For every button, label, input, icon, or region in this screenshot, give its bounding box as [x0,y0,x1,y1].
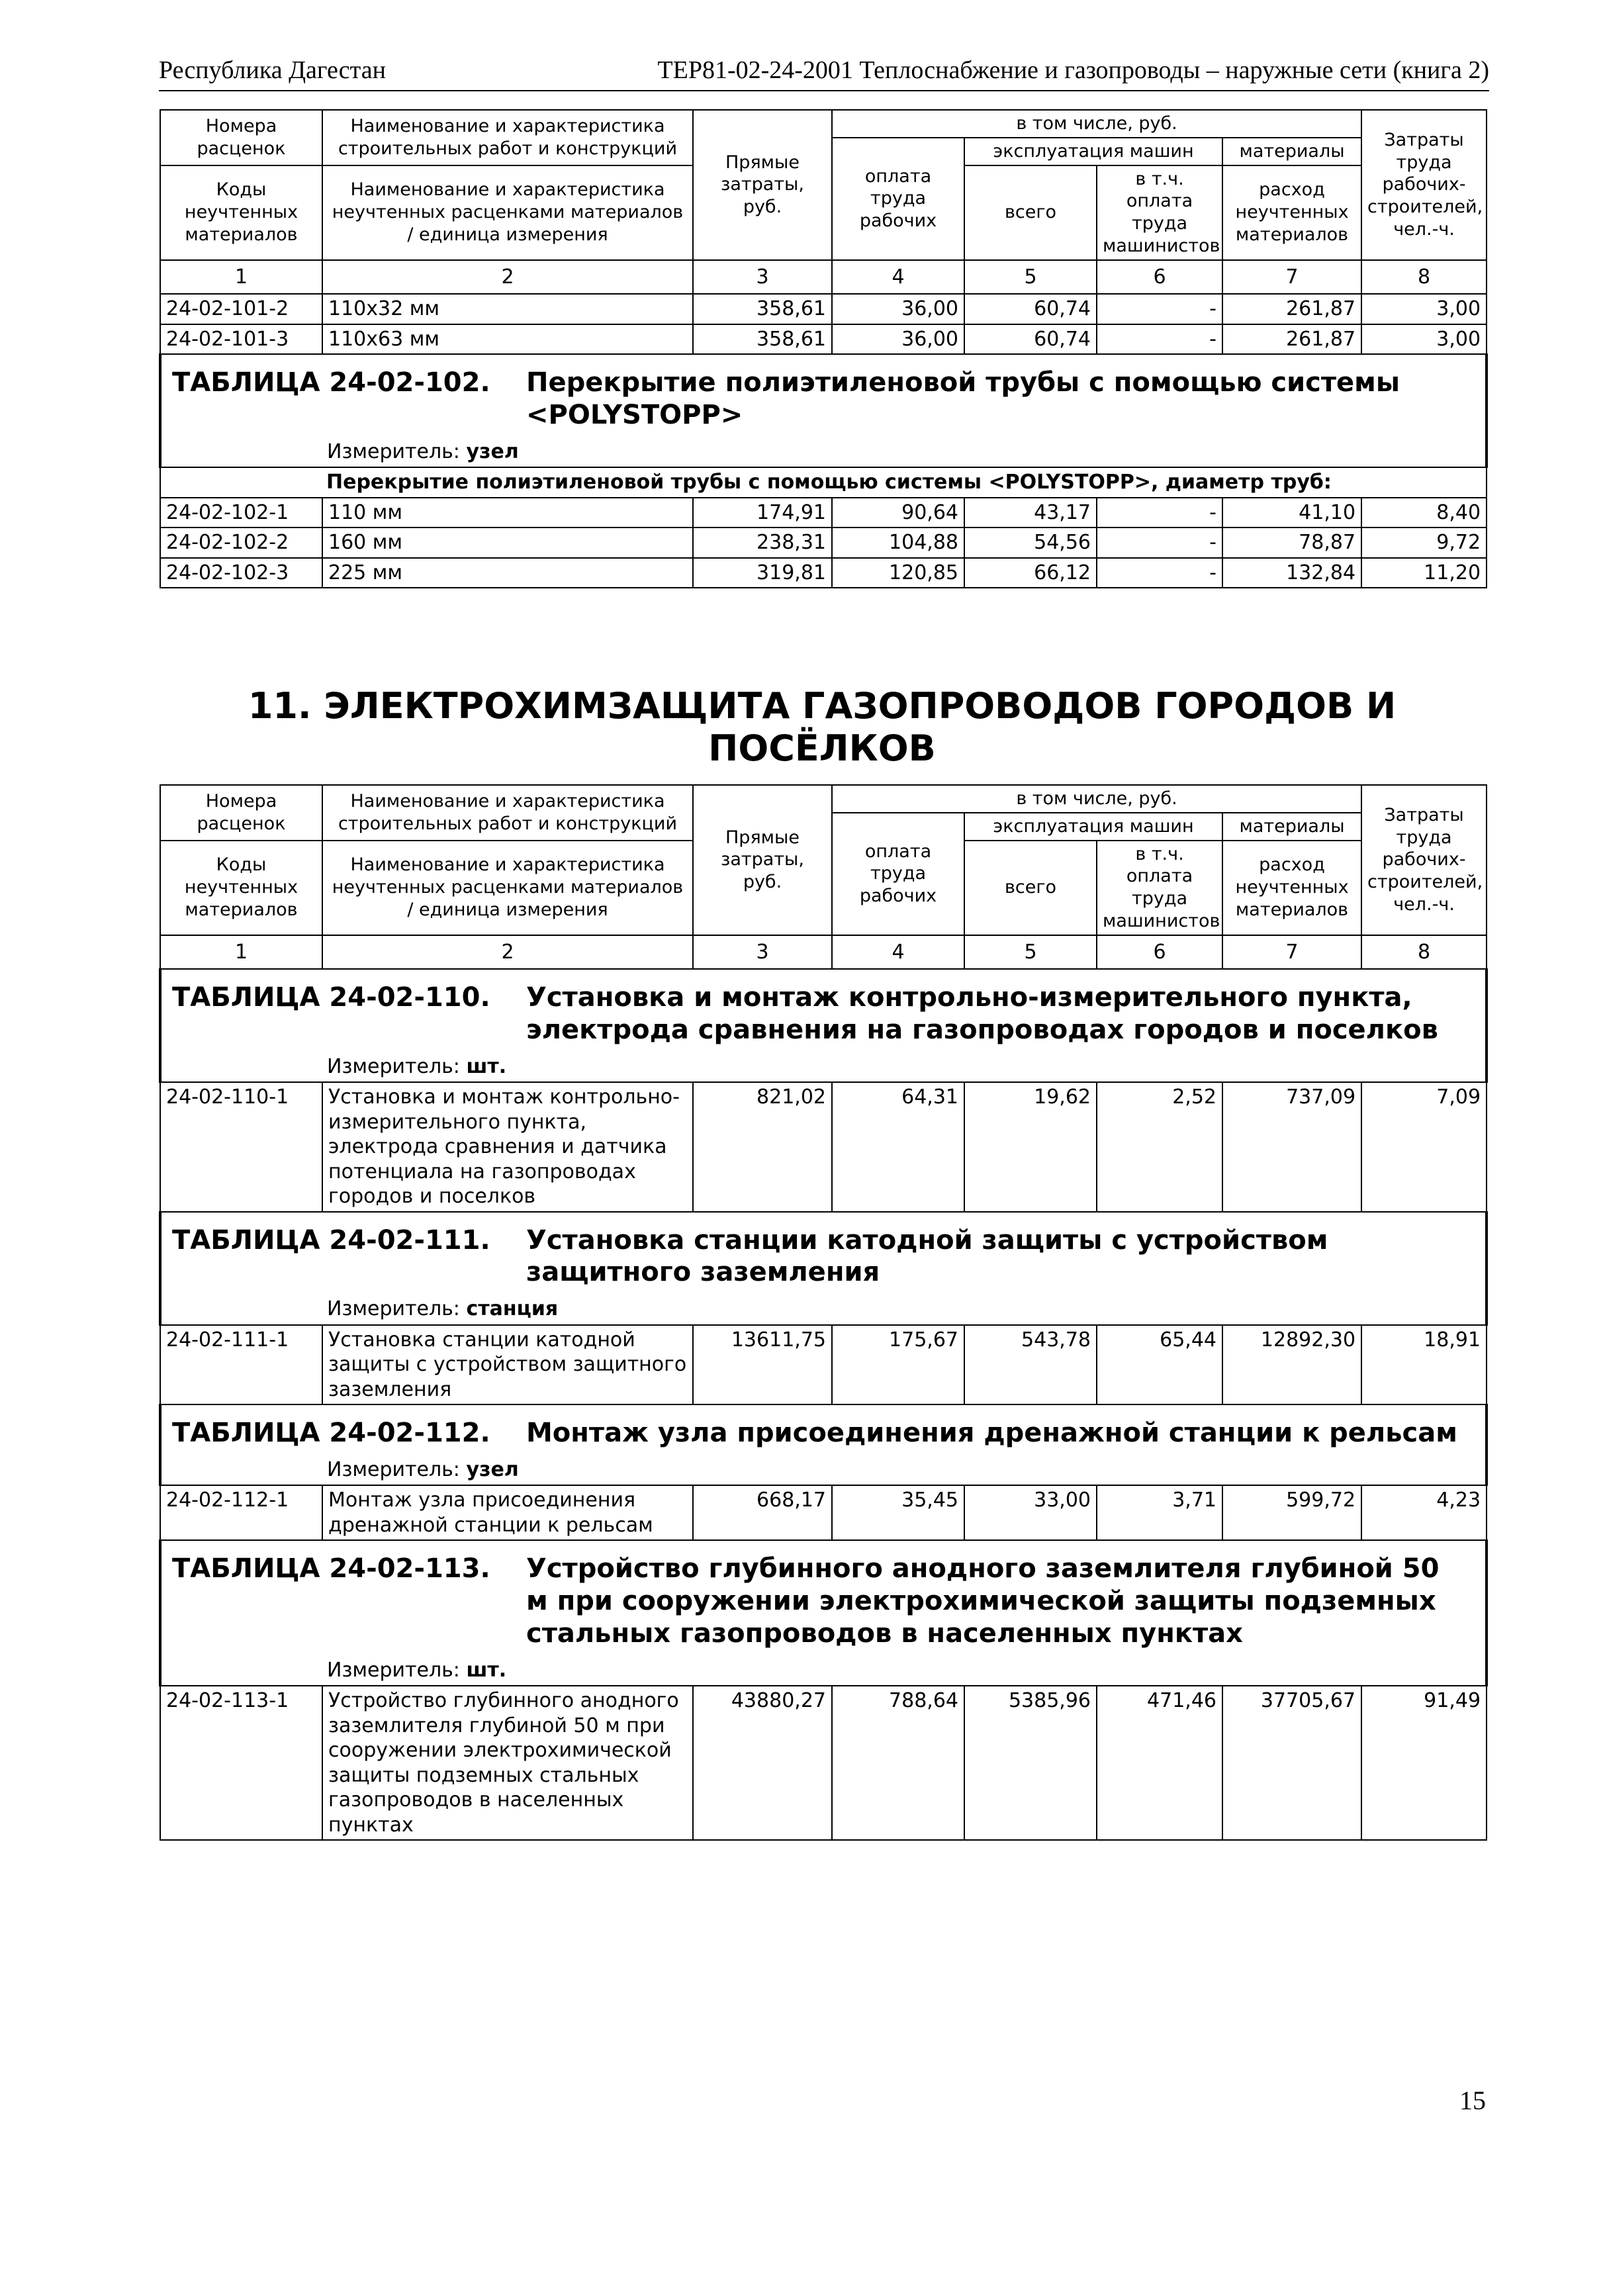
col-number: 5 [964,935,1097,970]
operator-wages: - [1097,528,1222,558]
rate-name: 160 мм [322,528,693,558]
materials: 41,10 [1222,498,1361,528]
table-row [160,324,1487,355]
direct-costs: 358,61 [693,294,832,324]
operator-wages: - [1097,324,1222,355]
table-label: ТАБЛИЦА 24-02-111. [172,1224,490,1256]
page-header [159,56,1489,95]
labor-hours: 3,00 [1361,294,1487,324]
worker-wages: 36,00 [832,294,964,324]
machines-total: 66,12 [964,558,1097,588]
col-number: 8 [1361,935,1487,970]
measure-unit: Измеритель: шт. [327,1054,507,1078]
col-head-machines-total: всего [964,841,1097,935]
col-head-materials: материалы [1222,813,1361,841]
table-title: Устройство глубинного анодного заземлителя глубиной 50 м при сооружении электрохимической защиты подземных стальных газопроводов в населенных пунктах [526,1553,1440,1649]
machines-total: 60,74 [964,324,1097,355]
operator-wages: - [1097,558,1222,588]
worker-wages: 64,31 [832,1082,964,1212]
rate-name: 110х32 мм [322,294,693,324]
col-head-material-codes: Коды неучтенных материалов [160,841,322,935]
machines-total: 33,00 [964,1485,1097,1540]
table-row [160,294,1487,324]
operator-wages: 2,52 [1097,1082,1222,1212]
col-head-including: в том числе, руб. [832,785,1361,813]
labor-hours: 11,20 [1361,558,1487,588]
table-heading-111 [161,1213,1485,1293]
col-number: 6 [1097,935,1222,970]
rate-code: 24-02-101-2 [160,294,322,324]
labor-hours: 91,49 [1361,1686,1487,1840]
materials: 132,84 [1222,558,1361,588]
operator-wages: 471,46 [1097,1686,1222,1840]
col-head-work-name: Наименование и характеристика строительных работ и конструкций [322,785,693,841]
operator-wages: - [1097,498,1222,528]
col-head-labor: Затраты труда рабочих-строителей, чел.-ч. [1361,785,1487,935]
table-heading-113 [161,1541,1485,1653]
direct-costs: 174,91 [693,498,832,528]
rate-name: 110 мм [322,498,693,528]
table-title: Перекрытие полиэтиленовой трубы с помощью системы <POLYSTOPP> [526,367,1400,430]
measure-unit: Измеритель: шт. [327,1658,507,1682]
labor-hours: 4,23 [1361,1485,1487,1540]
rate-name: Монтаж узла присоединения дренажной станции к рельсам [322,1485,693,1540]
worker-wages: 36,00 [832,324,964,355]
col-number: 7 [1222,935,1361,970]
rate-name: 225 мм [322,558,693,588]
labor-hours: 9,72 [1361,528,1487,558]
machines-total: 5385,96 [964,1686,1097,1840]
rate-code: 24-02-112-1 [160,1485,322,1540]
worker-wages: 120,85 [832,558,964,588]
rate-code: 24-02-110-1 [160,1082,322,1212]
col-head-labor: Затраты труда рабочих-строителей, чел.-ч. [1361,110,1487,260]
materials: 78,87 [1222,528,1361,558]
direct-costs: 238,31 [693,528,832,558]
col-number: 4 [832,935,964,970]
col-head-materials: материалы [1222,138,1361,165]
labor-hours: 8,40 [1361,498,1487,528]
col-number: 3 [693,935,832,970]
worker-wages: 90,64 [832,498,964,528]
col-number: 2 [322,935,693,970]
operator-wages: - [1097,294,1222,324]
page-number: 15 [1459,2086,1486,2115]
col-number: 8 [1361,260,1487,295]
col-head-work-name: Наименование и характеристика строительных работ и конструкций [322,110,693,165]
direct-costs: 668,17 [693,1485,832,1540]
machines-total: 543,78 [964,1325,1097,1405]
header-rule [159,90,1489,91]
col-head-including: в том числе, руб. [832,110,1361,138]
materials: 261,87 [1222,294,1361,324]
col-head-rate-numbers: Номера расценок [160,785,322,841]
col-number: 3 [693,260,832,295]
col-head-material-name: Наименование и характеристика неучтенных расценками материалов / единица измерения [322,165,693,260]
labor-hours: 3,00 [1361,324,1487,355]
table-label: ТАБЛИЦА 24-02-113. [172,1553,490,1584]
header-region: Республика Дагестан [159,56,386,84]
col-number: 4 [832,260,964,295]
rate-name: Установка и монтаж контрольно-измерительного пункта, электрода сравнения и датчика потенциала на газопроводах городов и поселков [322,1082,693,1212]
materials: 737,09 [1222,1082,1361,1212]
section-title: 11. ЭЛЕКТРОХИМЗАЩИТА ГАЗОПРОВОДОВ ГОРОДОВ И ПОСЁЛКОВ [248,685,1397,769]
worker-wages: 175,67 [832,1325,964,1405]
machines-total: 60,74 [964,294,1097,324]
col-head-machines-total: всего [964,165,1097,260]
direct-costs: 319,81 [693,558,832,588]
col-number: 2 [322,260,693,295]
col-number: 5 [964,260,1097,295]
col-head-material-usage: расход неучтенных материалов [1222,841,1361,935]
direct-costs: 13611,75 [693,1325,832,1405]
rate-code: 24-02-111-1 [160,1325,322,1405]
table-label: ТАБЛИЦА 24-02-112. [172,1418,490,1449]
table-row [160,498,1487,528]
rate-code: 24-02-102-3 [160,558,322,588]
col-number: 7 [1222,260,1361,295]
col-head-operator-wages: в т.ч. оплата труда машинистов [1097,841,1222,935]
estimate-table-1 [159,109,1488,588]
rate-name: Установка станции катодной защиты с устройством защитного заземления [322,1325,693,1405]
machines-total: 54,56 [964,528,1097,558]
col-head-machines: эксплуатация машин [964,813,1222,841]
materials: 12892,30 [1222,1325,1361,1405]
table-row [160,1082,1487,1212]
materials: 37705,67 [1222,1686,1361,1840]
labor-hours: 7,09 [1361,1082,1487,1212]
col-head-material-name: Наименование и характеристика неучтенных расценками материалов / единица измерения [322,841,693,935]
col-number: 1 [160,935,322,970]
table-label: ТАБЛИЦА 24-02-102. [172,367,490,398]
operator-wages: 3,71 [1097,1485,1222,1540]
labor-hours: 18,91 [1361,1325,1487,1405]
col-head-rate-numbers: Номера расценок [160,110,322,165]
estimate-table-2 [159,784,1488,1841]
table-title: Монтаж узла присоединения дренажной станции к рельсам [526,1418,1457,1449]
direct-costs: 821,02 [693,1082,832,1212]
table-title: Установка и монтаж контрольно-измерительного пункта, электрода сравнения на газопроводах городов и поселков [526,982,1438,1045]
measure-unit: Измеритель: станция [327,1297,559,1321]
direct-costs: 43880,27 [693,1686,832,1840]
machines-total: 43,17 [964,498,1097,528]
rate-code: 24-02-101-3 [160,324,322,355]
table-row [160,558,1487,588]
rate-name: Устройство глубинного анодного заземлителя глубиной 50 м при сооружении электрохимической защиты подземных стальных газопроводов в населенных пунктах [322,1686,693,1840]
col-head-direct-costs: Прямые затраты, руб. [693,785,832,935]
table-label: ТАБЛИЦА 24-02-110. [172,982,490,1013]
table-row [160,1485,1487,1540]
table-row [160,1325,1487,1405]
table-row [160,528,1487,558]
worker-wages: 104,88 [832,528,964,558]
col-head-machines: эксплуатация машин [964,138,1222,165]
col-head-wages: оплата труда рабочих [832,138,964,260]
operator-wages: 65,44 [1097,1325,1222,1405]
worker-wages: 788,64 [832,1686,964,1840]
worker-wages: 35,45 [832,1485,964,1540]
table-title: Установка станции катодной защиты с устройством защитного заземления [526,1224,1328,1288]
col-number: 1 [160,260,322,295]
direct-costs: 358,61 [693,324,832,355]
group-title: Перекрытие полиэтиленовой трубы с помощью системы <POLYSTOPP>, диаметр труб: [160,467,1487,498]
col-head-material-usage: расход неучтенных материалов [1222,165,1361,260]
col-head-material-codes: Коды неучтенных материалов [160,165,322,260]
rate-name: 110х63 мм [322,324,693,355]
col-head-wages: оплата труда рабочих [832,813,964,935]
rate-code: 24-02-113-1 [160,1686,322,1840]
rate-code: 24-02-102-2 [160,528,322,558]
table-heading-102 [161,355,1485,436]
measure-unit: Измеритель: узел [327,439,519,463]
table-heading-112 [161,1405,1485,1453]
col-number: 6 [1097,260,1222,295]
rate-code: 24-02-102-1 [160,498,322,528]
machines-total: 19,62 [964,1082,1097,1212]
materials: 261,87 [1222,324,1361,355]
col-head-operator-wages: в т.ч. оплата труда машинистов [1097,165,1222,260]
materials: 599,72 [1222,1485,1361,1540]
measure-unit: Измеритель: узел [327,1457,519,1481]
header-document-title: ТЕР81-02-24-2001 Теплоснабжение и газопроводы – наружные сети (книга 2) [657,56,1489,84]
col-head-direct-costs: Прямые затраты, руб. [693,110,832,260]
table-heading-110 [161,970,1485,1050]
table-row [160,1686,1487,1840]
